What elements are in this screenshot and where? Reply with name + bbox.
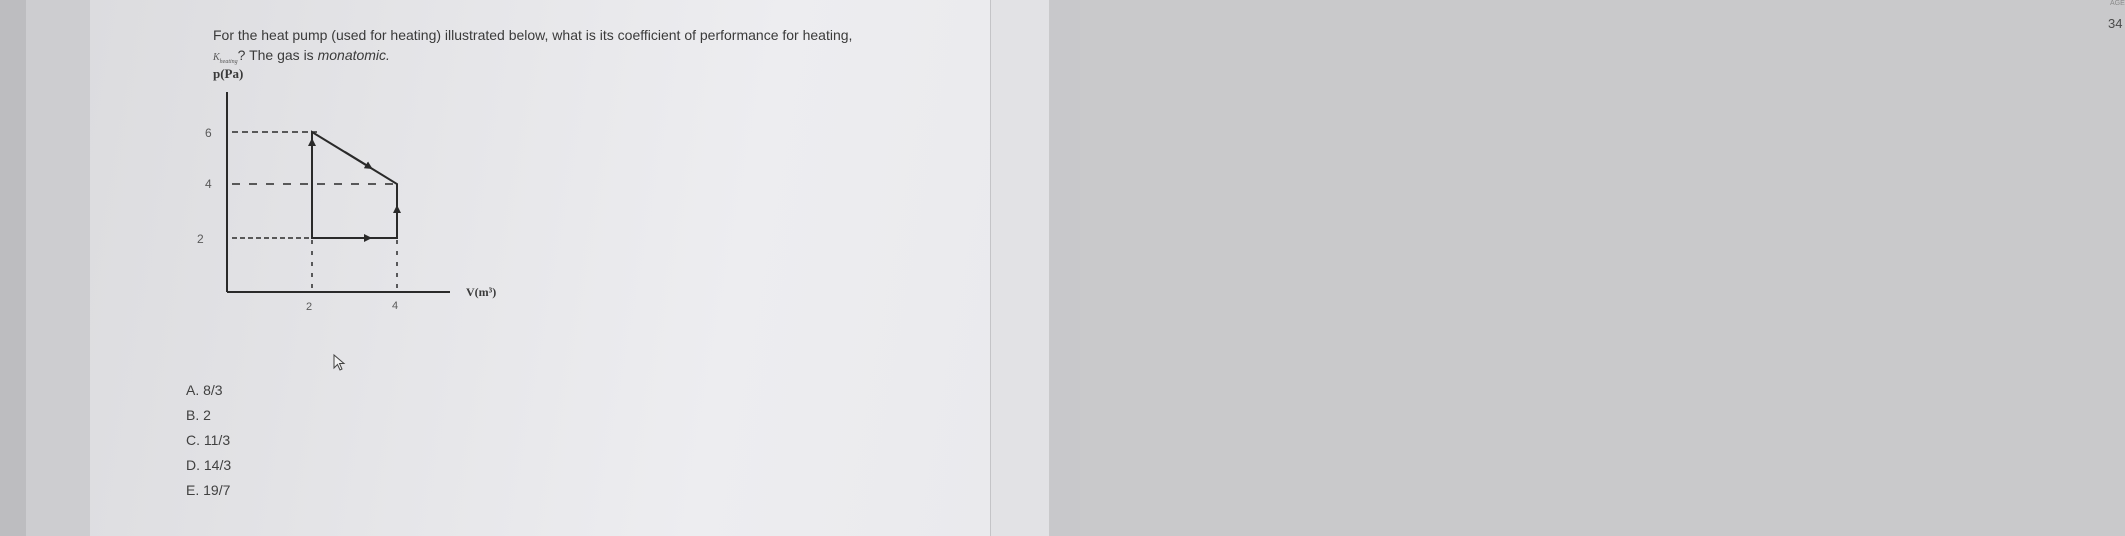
choice-e[interactable]: E. 19/7 [186, 482, 231, 498]
x-tick-4: 4 [392, 300, 399, 312]
y-tick-2: 2 [197, 232, 204, 246]
k-symbol: K [213, 52, 220, 63]
pv-diagram [185, 60, 525, 330]
page-label: AGE [2110, 0, 2125, 7]
y-tick-6: 6 [205, 126, 212, 140]
x-tick-2: 2 [306, 301, 313, 313]
left-window-edge [0, 0, 26, 536]
question-line-2-text: ? The gas is [237, 47, 314, 63]
left-margin [26, 0, 90, 536]
right-margin [990, 0, 1049, 536]
cycle-arrow-diagonal [345, 152, 371, 168]
answer-choices [186, 380, 231, 505]
mouse-cursor-icon [333, 354, 349, 374]
scroll-rail[interactable] [1050, 0, 2125, 536]
monatomic-emphasis: monatomic. [317, 47, 390, 63]
page-number: 34 [2108, 16, 2123, 31]
k-subscript: heating [219, 59, 238, 65]
choice-b[interactable]: B. 2 [186, 407, 211, 423]
question-line-1: For the heat pump (used for heating) illustrated below, what is its coefficient of performance for heating, [213, 27, 853, 43]
y-axis-label: p(Pa) [213, 66, 244, 81]
choice-a[interactable]: A. 8/3 [186, 382, 223, 398]
heat-pump-cycle [312, 132, 397, 238]
choice-c[interactable]: C. 11/3 [186, 432, 231, 448]
choice-d[interactable]: D. 14/3 [186, 457, 232, 473]
x-axis-label: V(m³) [466, 285, 497, 299]
y-tick-4: 4 [205, 177, 212, 191]
